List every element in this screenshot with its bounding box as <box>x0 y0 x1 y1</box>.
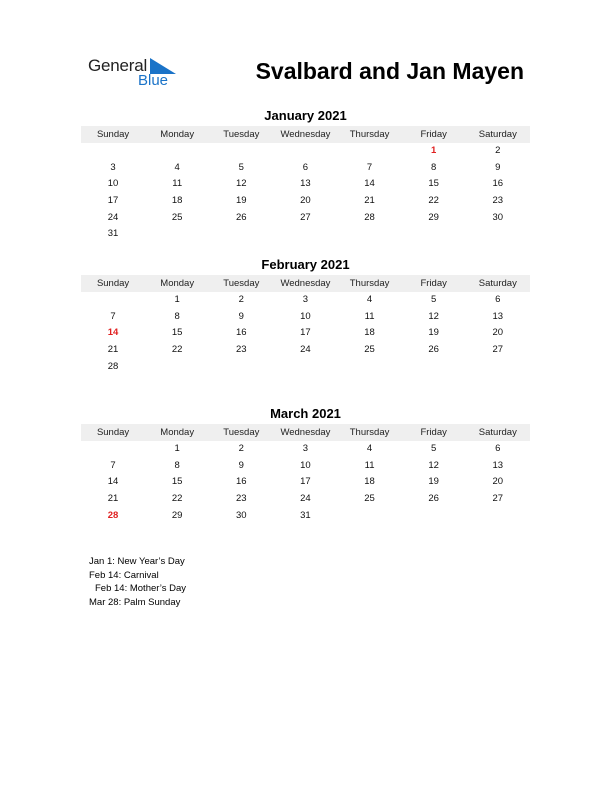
day-cell: 6 <box>302 161 309 173</box>
day-cell: 25 <box>364 493 375 505</box>
day-cell: 26 <box>428 493 439 505</box>
day-cell: 27 <box>492 344 504 356</box>
weekday-header <box>81 126 530 143</box>
day-cell: 5 <box>238 161 244 173</box>
day-cell: 18 <box>171 195 183 207</box>
day-cell <box>209 359 273 376</box>
day-cell <box>209 226 273 243</box>
brand-logo <box>88 56 188 92</box>
day-cell <box>145 143 209 160</box>
week-row <box>81 309 530 326</box>
day-cell: 18 <box>364 476 375 488</box>
day-cell <box>81 143 145 160</box>
day-cell: 6 <box>495 443 501 454</box>
day-cell: 31 <box>300 509 311 521</box>
brand-word-blue: Blue <box>138 72 169 89</box>
day-cell: 11 <box>172 178 183 190</box>
day-cell: 1 <box>174 294 180 305</box>
holiday-day-cell: 1 <box>431 145 437 156</box>
day-cell: 10 <box>107 178 119 190</box>
weekday-label: Tuesday <box>223 427 260 438</box>
week-row <box>81 210 530 227</box>
week-row <box>81 441 530 458</box>
day-cell: 8 <box>174 310 180 322</box>
day-cell <box>338 143 402 160</box>
weekday-label: Saturday <box>478 427 517 438</box>
month-january <box>81 107 530 243</box>
month-title: January 2021 <box>264 108 347 123</box>
holiday-note: Mar 28: Palm Sunday <box>89 597 181 609</box>
day-cell: 29 <box>428 211 439 223</box>
day-cell: 12 <box>236 178 247 190</box>
day-cell: 12 <box>428 459 439 471</box>
week-row <box>81 458 530 475</box>
holiday-note: Feb 14: Carnival <box>89 569 159 581</box>
day-cell: 15 <box>171 476 183 488</box>
day-cell: 3 <box>302 294 309 305</box>
weekday-label: Wednesday <box>280 129 331 140</box>
day-cell: 18 <box>364 327 375 339</box>
day-cell: 10 <box>300 310 311 322</box>
day-cell: 5 <box>431 294 437 305</box>
weekday-label: Wednesday <box>280 427 331 438</box>
holiday-day-cell: 28 <box>107 509 119 521</box>
weekday-label: Sunday <box>96 278 130 289</box>
weekday-label: Friday <box>420 278 447 289</box>
week-row <box>81 359 530 376</box>
day-cell: 2 <box>238 294 244 305</box>
day-cell <box>81 441 145 458</box>
day-cell: 23 <box>236 344 247 356</box>
day-cell: 4 <box>366 443 373 454</box>
day-cell: 24 <box>300 493 311 505</box>
day-cell: 9 <box>495 161 501 173</box>
weekday-label: Thursday <box>349 427 390 438</box>
day-cell: 21 <box>107 493 119 505</box>
day-cell: 28 <box>364 211 375 223</box>
day-cell: 23 <box>236 493 247 505</box>
day-cell: 17 <box>300 327 311 339</box>
month-grid <box>81 292 530 375</box>
month-grid <box>81 143 530 243</box>
day-cell: 7 <box>110 310 116 322</box>
day-cell: 9 <box>238 459 244 471</box>
day-cell: 13 <box>492 459 504 471</box>
day-cell: 3 <box>302 443 309 454</box>
day-cell <box>338 359 402 376</box>
day-cell: 20 <box>492 476 504 488</box>
day-cell: 13 <box>300 178 311 190</box>
weekday-label: Tuesday <box>223 129 260 140</box>
weekday-label: Monday <box>160 427 195 438</box>
day-cell <box>273 359 337 376</box>
day-cell: 25 <box>171 211 183 223</box>
weekday-label: Saturday <box>478 278 517 289</box>
brand-word-general: General <box>88 56 148 75</box>
month-title: February 2021 <box>261 257 350 272</box>
day-cell <box>81 292 145 309</box>
day-cell: 2 <box>495 145 501 156</box>
month-february <box>81 256 530 375</box>
week-row <box>81 342 530 359</box>
weekday-label: Friday <box>420 427 447 438</box>
weekday-header <box>81 275 530 292</box>
month-grid <box>81 441 530 524</box>
weekday-label: Sunday <box>96 427 130 438</box>
day-cell <box>338 226 402 243</box>
month-title: March 2021 <box>270 406 341 421</box>
day-cell <box>338 508 402 525</box>
weekday-label: Sunday <box>96 129 130 140</box>
day-cell <box>466 226 530 243</box>
weekday-label: Monday <box>160 129 195 140</box>
day-cell: 29 <box>171 509 183 521</box>
day-cell: 31 <box>107 228 119 240</box>
week-row <box>81 193 530 210</box>
day-cell: 25 <box>364 344 375 356</box>
day-cell <box>209 143 273 160</box>
day-cell: 21 <box>107 344 119 356</box>
weekday-label: Tuesday <box>223 278 260 289</box>
day-cell: 14 <box>364 178 375 190</box>
day-cell: 27 <box>300 211 311 223</box>
day-cell: 23 <box>492 195 504 207</box>
day-cell: 22 <box>428 195 439 207</box>
day-cell: 17 <box>107 195 119 207</box>
day-cell <box>273 143 337 160</box>
day-cell: 26 <box>236 211 247 223</box>
week-row <box>81 491 530 508</box>
holiday-note: Jan 1: New Year’s Day <box>89 556 185 567</box>
day-cell: 11 <box>364 459 375 471</box>
week-row <box>81 292 530 309</box>
month-march <box>81 405 530 524</box>
day-cell: 3 <box>110 161 116 173</box>
weekday-label: Friday <box>420 129 447 140</box>
weekday-label: Thursday <box>349 129 390 140</box>
day-cell <box>466 508 530 525</box>
day-cell: 17 <box>300 476 311 488</box>
day-cell: 20 <box>300 195 311 207</box>
day-cell <box>402 226 466 243</box>
holiday-day-cell: 14 <box>107 327 119 339</box>
day-cell: 8 <box>174 459 180 471</box>
week-row <box>81 160 530 177</box>
day-cell: 22 <box>171 344 183 356</box>
day-cell: 10 <box>300 459 311 471</box>
day-cell: 13 <box>492 310 504 322</box>
week-row <box>81 325 530 342</box>
week-row <box>81 474 530 491</box>
day-cell: 4 <box>174 161 180 173</box>
day-cell: 26 <box>428 344 439 356</box>
day-cell: 5 <box>431 443 437 454</box>
day-cell: 12 <box>428 310 439 322</box>
holiday-note: Feb 14: Mother’s Day <box>95 583 186 595</box>
week-row <box>81 143 530 160</box>
day-cell: 4 <box>366 294 373 305</box>
day-cell: 30 <box>236 509 247 521</box>
day-cell: 7 <box>110 459 116 471</box>
weekday-label: Thursday <box>349 278 390 289</box>
day-cell: 16 <box>492 178 504 190</box>
day-cell: 22 <box>171 493 183 505</box>
week-row <box>81 176 530 193</box>
day-cell: 19 <box>428 327 439 339</box>
day-cell: 15 <box>428 178 439 190</box>
weekday-label: Wednesday <box>280 278 331 289</box>
day-cell: 15 <box>171 327 183 339</box>
day-cell: 21 <box>364 195 375 207</box>
day-cell <box>402 359 466 376</box>
day-cell: 8 <box>431 161 437 173</box>
day-cell <box>145 226 209 243</box>
day-cell <box>145 359 209 376</box>
weekday-label: Saturday <box>478 129 517 140</box>
day-cell: 2 <box>238 443 244 454</box>
day-cell <box>273 226 337 243</box>
day-cell: 9 <box>238 310 244 322</box>
day-cell: 11 <box>364 310 375 322</box>
week-row <box>81 508 530 525</box>
day-cell: 1 <box>174 443 180 454</box>
holiday-list <box>89 555 186 610</box>
page-title: Svalbard and Jan Mayen <box>255 58 524 84</box>
week-row <box>81 226 530 243</box>
day-cell <box>466 359 530 376</box>
day-cell: 7 <box>366 161 373 173</box>
day-cell: 19 <box>428 476 439 488</box>
day-cell: 24 <box>107 211 119 223</box>
day-cell: 24 <box>300 344 311 356</box>
day-cell: 16 <box>236 476 247 488</box>
day-cell: 20 <box>492 327 504 339</box>
day-cell <box>402 508 466 525</box>
weekday-label: Monday <box>160 278 195 289</box>
day-cell: 16 <box>236 327 247 339</box>
day-cell: 6 <box>495 294 501 305</box>
day-cell: 27 <box>492 493 504 505</box>
day-cell: 30 <box>492 211 504 223</box>
day-cell: 14 <box>107 476 119 488</box>
weekday-header <box>81 424 530 441</box>
day-cell: 19 <box>236 195 247 207</box>
day-cell: 28 <box>107 360 119 372</box>
